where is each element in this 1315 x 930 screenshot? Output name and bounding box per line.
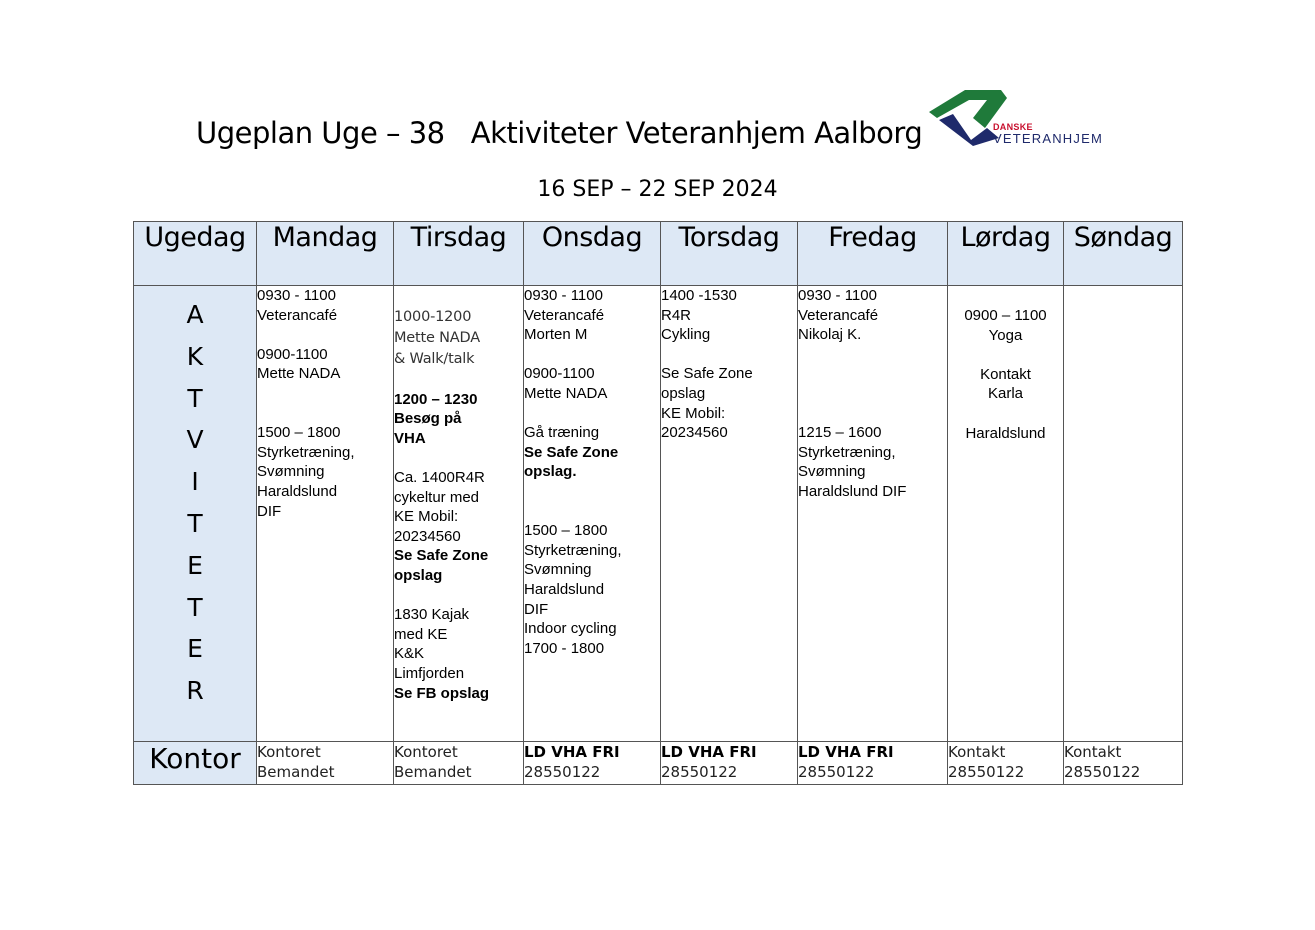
kontor-sondag	[1064, 742, 1183, 785]
side-letter: I	[191, 467, 199, 497]
cell-line: Styrketræning,	[798, 443, 896, 461]
cell-line: Kontoret	[257, 743, 321, 761]
cell-line: Karla	[987, 385, 1024, 403]
cell-line: cykeltur med	[394, 488, 480, 506]
cell-line	[948, 345, 1063, 365]
cell-line: Veterancafé	[798, 306, 879, 324]
col-header-ugedag: Ugedag	[134, 222, 257, 286]
cell-line: 0900-1100	[257, 345, 328, 363]
cell-line: Veterancafé	[524, 306, 605, 324]
cell-line: 28550122	[524, 763, 601, 781]
cell-line: Se Safe Zone	[524, 443, 619, 461]
cell-line: Mette NADA	[257, 365, 341, 383]
cell-line	[524, 404, 660, 424]
cell-line: & Walk/talk	[394, 351, 475, 367]
cell-line: Veterancafé	[257, 306, 338, 324]
cell-line: Gå træning	[524, 424, 600, 442]
cell-line: Svømning	[524, 561, 592, 579]
col-header-onsdag: Onsdag	[524, 222, 661, 286]
cell-line: 0900 – 1100	[964, 307, 1047, 324]
week-schedule-table	[133, 221, 1183, 785]
side-letter: T	[187, 383, 203, 413]
kontor-lordag	[948, 742, 1064, 785]
activities-torsdag	[661, 286, 798, 742]
cell-line: 1700 - 1800	[524, 639, 605, 657]
cell-line: LD VHA FRI	[524, 743, 620, 761]
cell-line: Kontakt	[980, 365, 1031, 383]
cell-line	[257, 404, 393, 424]
cell-line: R4R	[661, 306, 692, 324]
cell-line	[257, 325, 393, 345]
cell-line: 1000-1200	[394, 309, 472, 325]
side-letter: T	[187, 508, 203, 538]
col-header-tirsdag: Tirsdag	[394, 222, 524, 286]
cell-line: Bemandet	[257, 763, 335, 781]
date-range-text: 16 SEP – 22 SEP 2024	[537, 177, 778, 202]
cell-line: Kontoret	[394, 743, 458, 761]
kontor-fredag	[798, 742, 948, 785]
cell-line: Haraldslund DIF	[798, 482, 907, 500]
col-header-mandag: Mandag	[257, 222, 394, 286]
cell-line: Haraldslund	[524, 580, 605, 598]
cell-line: opslag	[661, 384, 706, 402]
cell-line: DIF	[257, 502, 282, 520]
side-letter: E	[187, 550, 203, 580]
cell-line: Haraldslund	[965, 424, 1046, 442]
cell-line	[948, 404, 1063, 424]
cell-line: Indoor cycling	[524, 620, 617, 638]
col-header-fredag: Fredag	[798, 222, 948, 286]
cell-line: opslag.	[524, 463, 577, 481]
cell-line: 28550122	[948, 763, 1025, 781]
cell-line: VHA	[394, 429, 426, 447]
header-row	[134, 222, 1183, 286]
cell-line: Besøg på	[394, 410, 462, 428]
cell-line: Styrketræning,	[257, 443, 355, 461]
cell-line: 1830 Kajak	[394, 606, 470, 624]
cell-line: Ca. 1400R4R	[394, 468, 485, 486]
cell-line: 1215 – 1600	[798, 424, 882, 442]
kontor-mandag	[257, 742, 394, 785]
cell-line: 1400 -1530	[661, 287, 737, 304]
kontor-label: Kontor	[134, 742, 257, 785]
cell-line: Svømning	[798, 463, 866, 481]
cell-line: LD VHA FRI	[798, 743, 894, 761]
cell-line: opslag	[394, 566, 443, 584]
side-letter: R	[186, 676, 204, 706]
cell-line: 1500 – 1800	[524, 522, 608, 540]
cell-line: 20234560	[394, 527, 461, 545]
activities-onsdag	[524, 286, 661, 742]
cell-line: Cykling	[661, 326, 711, 344]
cell-line: Mette NADA	[394, 330, 480, 346]
cell-line: Kontakt	[1064, 743, 1122, 761]
cell-line	[661, 345, 797, 365]
cell-line: 28550122	[661, 763, 738, 781]
date-range	[0, 177, 1315, 202]
logo-text-danske: DANSKE	[993, 122, 1033, 132]
cell-line	[524, 345, 660, 365]
cell-line: Yoga	[988, 326, 1023, 344]
cell-line: 28550122	[1064, 763, 1141, 781]
cell-line: Se Safe Zone	[661, 365, 753, 383]
kontor-torsdag	[661, 742, 798, 785]
cell-line: Morten M	[524, 326, 588, 344]
side-letter: E	[187, 634, 203, 664]
col-header-lordag: Lørdag	[948, 222, 1064, 286]
cell-line	[798, 364, 947, 384]
activities-sondag	[1064, 286, 1183, 742]
cell-line: K&K	[394, 645, 425, 663]
cell-line: Svømning	[257, 463, 325, 481]
activities-mandag	[257, 286, 394, 742]
kontor-tirsdag	[394, 742, 524, 785]
side-letter: T	[187, 592, 203, 622]
side-letter: K	[186, 341, 204, 371]
cell-line: 1500 – 1800	[257, 424, 341, 442]
cell-line: 0930 - 1100	[257, 287, 336, 304]
cell-line: Se Safe Zone	[394, 547, 489, 565]
cell-line: Se FB opslag	[394, 684, 490, 702]
activities-lordag	[948, 286, 1064, 742]
aktiviteter-vertical-label	[134, 286, 257, 742]
cell-line: KE Mobil:	[394, 508, 459, 526]
cell-line: Kontakt	[948, 743, 1006, 761]
side-letter: V	[186, 425, 204, 455]
cell-line: 20234560	[661, 424, 728, 442]
activities-fredag	[798, 286, 948, 742]
cell-line: Haraldslund	[257, 482, 338, 500]
cell-line: 0930 - 1100	[798, 287, 877, 304]
cell-line: Styrketræning,	[524, 541, 622, 559]
cell-line	[798, 404, 947, 424]
cell-line: 28550122	[798, 763, 875, 781]
activities-tirsdag	[394, 286, 524, 742]
col-header-sondag: Søndag	[1064, 222, 1183, 286]
cell-line: Limfjorden	[394, 664, 465, 682]
cell-line: 0930 - 1100	[524, 287, 603, 304]
cell-line: Bemandet	[394, 763, 472, 781]
kontor-row	[134, 742, 1183, 785]
cell-line	[798, 345, 947, 365]
cell-line: DIF	[524, 600, 549, 618]
page-title: Ugeplan Uge – 38 Aktiviteter Veteranhjem Aalborg	[196, 116, 923, 150]
cell-line	[798, 384, 947, 404]
cell-line	[257, 384, 393, 404]
activities-row	[134, 286, 1183, 742]
cell-line: 1200 – 1230	[394, 390, 478, 408]
col-header-torsdag: Torsdag	[661, 222, 798, 286]
cell-line: KE Mobil:	[661, 404, 726, 422]
cell-line: Nikolaj K.	[798, 326, 862, 344]
cell-line: LD VHA FRI	[661, 743, 757, 761]
kontor-onsdag	[524, 742, 661, 785]
cell-line: 0900-1100	[524, 365, 595, 383]
cell-line: med KE	[394, 625, 448, 643]
logo-text-veteranhjem: VETERANHJEM	[993, 131, 1103, 146]
side-letter: A	[186, 300, 204, 329]
cell-line: Mette NADA	[524, 384, 608, 402]
